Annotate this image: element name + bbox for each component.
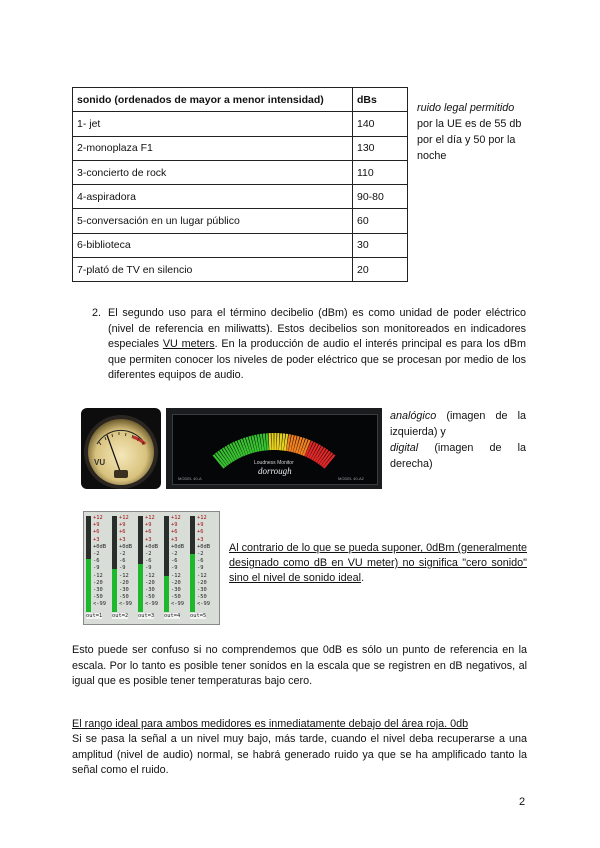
ladder-bar-fill: [190, 554, 195, 612]
zero-dbm-note: [229, 541, 527, 586]
ladder-scale-label: -20: [171, 579, 181, 586]
ladder-scale-label: <-99: [171, 601, 184, 608]
ladder-scale-label: +6: [145, 529, 152, 536]
ladder-scale-label: +9: [145, 522, 152, 529]
ladder-column: [112, 514, 136, 620]
ladder-scale-label: -6: [145, 558, 152, 565]
ladder-scale-label: <-99: [197, 601, 210, 608]
ladder-column: [86, 514, 110, 620]
ladder-scale-label: -50: [197, 594, 207, 601]
table-row: [73, 233, 408, 257]
table-cell-sound: 4-aspiradora: [73, 185, 353, 209]
ladder-output-label: out=4: [164, 613, 181, 619]
table-row: [73, 112, 408, 136]
ladder-scale-label: -50: [145, 594, 155, 601]
led-segment: [278, 433, 279, 450]
caption-analog-rest: (imagen de la izquierda) y: [390, 410, 526, 438]
ladder-scale-label: -20: [145, 579, 155, 586]
ladder-scale-label: -12: [119, 572, 129, 579]
table-cell-db: 110: [353, 160, 408, 184]
ladder-scale-label: -12: [145, 572, 155, 579]
ladder-scale-label: +12: [171, 515, 181, 521]
ladder-scale-label: -50: [171, 594, 181, 601]
digital-meter-image: [166, 408, 382, 489]
ladder-bar-fill: [112, 569, 117, 612]
ladder-scale-label: -6: [93, 558, 100, 565]
ladder-scale-label: +3: [197, 536, 204, 543]
ladder-scale-label: -9: [93, 565, 100, 572]
ladder-scale-label: +12: [197, 515, 207, 521]
table-cell-db: 20: [353, 258, 408, 282]
table-row: [73, 136, 408, 160]
side-note-italic: ruido legal permitido: [417, 102, 515, 114]
led-segment: [270, 433, 271, 450]
ladder-scale-label: +9: [197, 522, 204, 529]
digital-meter-brand: dorrough: [258, 466, 292, 476]
ladder-scale-label: +0dB: [171, 543, 184, 550]
digital-meter-right-text: MODEL 40-A2: [338, 476, 364, 481]
ladder-bar: [164, 516, 169, 612]
ladder-scale-label: +6: [93, 529, 100, 536]
ladder-scale-label: -12: [93, 572, 103, 579]
ladder-output-label: out=3: [138, 613, 155, 619]
ladder-scale-label: <-99: [93, 601, 106, 608]
ladder-scale-label: -30: [145, 587, 155, 593]
digital-meter-left-text: MODEL 40-A: [178, 476, 202, 481]
ladder-scale-label: -30: [197, 587, 207, 593]
table-cell-db: 30: [353, 233, 408, 257]
table-cell-sound: 7-plató de TV en silencio: [73, 258, 353, 282]
ladder-scale-label: +0dB: [93, 543, 106, 550]
ladder-scale-label: -12: [171, 572, 181, 579]
side-note: [417, 100, 529, 164]
table-cell-sound: 1- jet: [73, 112, 353, 136]
ladder-scale-label: -30: [171, 587, 181, 593]
digital-ladder-meters-image: [83, 511, 220, 625]
table-cell-sound: 6-biblioteca: [73, 233, 353, 257]
ladder-scale-label: -6: [171, 558, 178, 565]
zero-dbm-note-text: Al contrario de lo que se pueda suponer, 0dBm (generalmente designado como dB en VU meter) no significa "cero sonido" sino el nivel de sonido ideal: [229, 542, 527, 584]
analog-meter-graphic: [81, 408, 161, 489]
ladder-bar: [86, 516, 91, 612]
ladder-scale-label: +6: [119, 529, 126, 536]
rango-heading: El rango ideal para ambos medidores es inmediatamente debajo del área roja. 0db: [72, 718, 469, 730]
meters-caption: [390, 408, 526, 472]
ladder-scale-label: -2: [197, 551, 204, 557]
ladder-scale-label: -50: [119, 594, 129, 601]
side-note-text: por la UE es de 55 db por el día y 50 por la noche: [417, 118, 522, 162]
page-number: 2: [519, 796, 526, 808]
ladder-scale-label: +9: [93, 522, 100, 529]
caption-digital: digital: [390, 442, 419, 454]
ladder-output-label: out=2: [112, 613, 129, 619]
ladder-scale-label: +9: [171, 522, 178, 529]
ladder-scale-label: -2: [171, 551, 178, 557]
ladder-scale-label: +3: [171, 536, 178, 543]
ladder-bar: [138, 516, 143, 612]
ladder-bar-fill: [164, 576, 169, 612]
ladder-scale-label: <-99: [145, 601, 158, 608]
table-cell-db: 140: [353, 112, 408, 136]
ladder-scale-label: +12: [145, 515, 155, 521]
ladder-scale-label: -9: [197, 565, 204, 572]
ladder-scale-label: -9: [145, 565, 152, 572]
table-row: [73, 185, 408, 209]
paragraph-final: Si se pasa la señal a un nivel muy bajo, más tarde, cuando el nivel deba recuperarse a una amplitud (nivel de audio) normal, se habrá generado ruido ya que se ha amplificado tanto la señal como el ruido.: [72, 733, 527, 776]
ladder-scale-label: -12: [197, 572, 207, 579]
analog-vu-label: VU: [94, 458, 106, 467]
sound-intensity-table: [72, 87, 408, 282]
ladder-scale-label: -2: [119, 551, 126, 557]
table-cell-sound: 3-concierto de rock: [73, 160, 353, 184]
ladder-column: [138, 514, 162, 620]
ladder-output-label: out=5: [190, 613, 207, 619]
ladder-scale-label: +6: [197, 529, 204, 536]
ladder-bar-fill: [138, 564, 143, 612]
ladder-bar: [190, 516, 195, 612]
ladder-scale-label: +12: [93, 515, 103, 521]
ladder-scale-label: +0dB: [119, 543, 132, 550]
ladder-scale-label: +9: [119, 522, 126, 529]
ladder-scale-label: -20: [197, 579, 207, 586]
list-number: 2.: [92, 307, 102, 319]
led-segment: [267, 433, 268, 450]
vu-meters-link[interactable]: VU meters: [162, 338, 215, 350]
caption-analog: analógico: [390, 410, 437, 422]
ladder-scale-label: -9: [171, 565, 178, 572]
item2-text-a: El segundo uso para el término decibelio (dBm) es como unidad de poder eléctrico (nivel de referencia en miliwatts). Estos decibelios son monitoreados en indicadores especiales: [108, 307, 526, 350]
led-segment: [264, 434, 266, 451]
table-row: [73, 160, 408, 184]
item2-paragraph: [108, 306, 526, 384]
ladder-scale-label: -9: [119, 565, 126, 572]
led-segment: [280, 433, 281, 450]
table-header-dbs: dBs: [353, 88, 408, 112]
paragraph-confuso: Esto puede ser confuso si no comprendemos que 0dB es sólo un punto de referencia en la escala. Por lo tanto es posible tener sonidos en la escala que se registren en dB negativos, al igual que es posible tener temperaturas bajo cero.: [72, 644, 527, 687]
table-cell-db: 90-80: [353, 185, 408, 209]
ladder-scale-label: -20: [119, 579, 129, 586]
ladder-output-label: out=1: [86, 613, 103, 619]
ladder-scale-label: +6: [171, 529, 178, 536]
ladder-scale-label: -2: [145, 551, 152, 557]
ladder-scale-label: +3: [119, 536, 126, 543]
caption-digital-rest: (imagen de la derecha): [390, 442, 526, 470]
table-row: [73, 258, 408, 282]
ladder-scale-label: +12: [119, 515, 129, 521]
ladder-bar-fill: [86, 559, 91, 612]
ladder-scale-label: -50: [93, 594, 103, 601]
table-cell-sound: 2-monoplaza F1: [73, 136, 353, 160]
table-cell-sound: 5-conversación en un lugar público: [73, 209, 353, 233]
table-cell-db: 130: [353, 136, 408, 160]
ladder-scale-label: +0dB: [197, 543, 210, 550]
ladder-scale-label: +3: [145, 536, 152, 543]
ladder-scale-label: -2: [93, 551, 100, 557]
ladder-scale-label: -20: [93, 579, 103, 586]
digital-meter-label: Loudness Monitor: [254, 460, 294, 466]
led-segment: [282, 434, 284, 451]
ladder-column: [190, 514, 214, 620]
table-row: [73, 209, 408, 233]
table-cell-db: 60: [353, 209, 408, 233]
ladder-scale-label: -6: [119, 558, 126, 565]
analog-vu-meter-image: [81, 408, 161, 489]
ladder-scale-label: -30: [93, 587, 103, 593]
ladder-scale-label: +0dB: [145, 543, 158, 550]
ladder-bar: [112, 516, 117, 612]
ladder-scale-label: -30: [119, 587, 129, 593]
table-header-row: [73, 88, 408, 112]
ladder-column: [164, 514, 188, 620]
item2-text-b: . En la producción de audio el interés principal es para los dBm que permiten conocer los niveles de poder eléctrico que se procesan por medio de los diferentes equipos de audio.: [108, 338, 526, 381]
ladder-scale-label: <-99: [119, 601, 132, 608]
table-header-sound: sonido (ordenados de mayor a menor intensidad): [73, 88, 353, 112]
ladder-scale-label: +3: [93, 536, 100, 543]
zero-dbm-note-period: .: [361, 572, 365, 584]
ladder-scale-label: -6: [197, 558, 204, 565]
